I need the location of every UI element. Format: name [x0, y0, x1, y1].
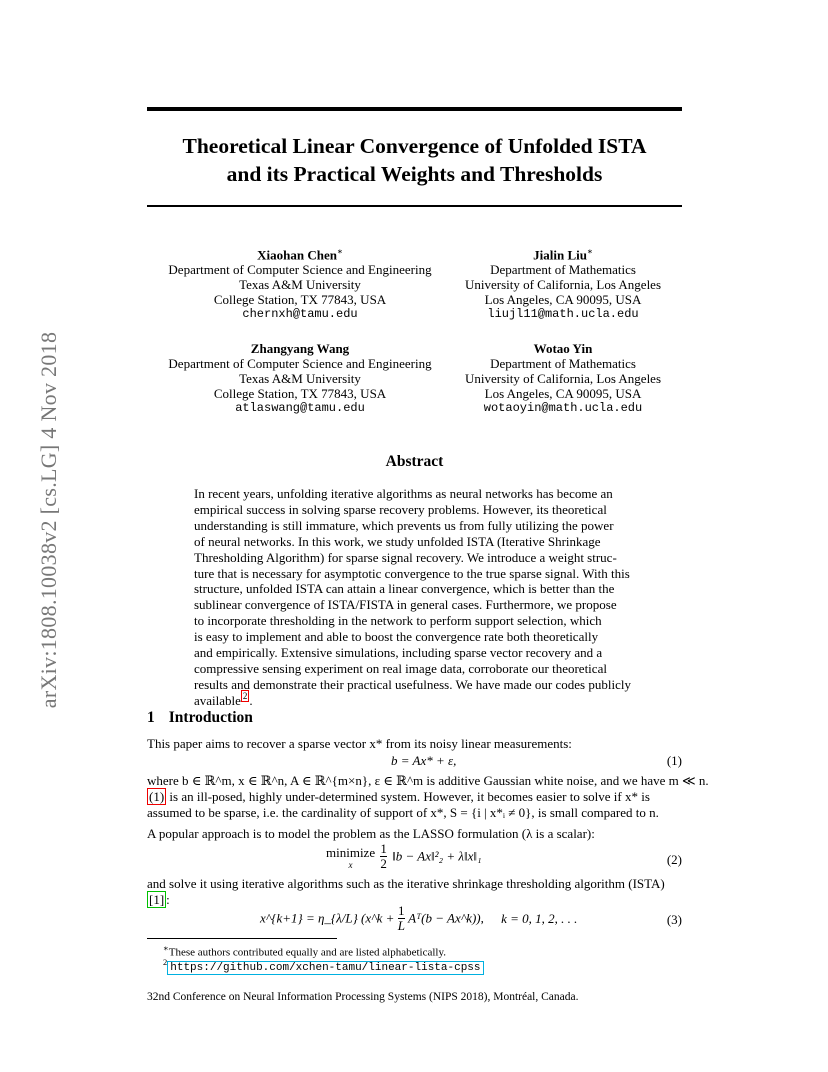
paper-title — [147, 132, 682, 188]
abstract-line: compressive sensing experiment on real image data, corroborate our theoretical — [194, 660, 607, 676]
eq3-part-b: Aᵀ(b − Ax^k)), — [408, 910, 484, 926]
equation-3-number: (3) — [666, 912, 682, 927]
title-bottom-rule — [147, 205, 682, 207]
intro-paragraph-1: This paper aims to recover a sparse vector x* from its noisy linear measurements: — [147, 736, 572, 751]
title-top-rule — [147, 107, 682, 111]
author-dept: Department of Computer Science and Engineering — [168, 356, 432, 371]
author-univ: Texas A&M University — [239, 277, 361, 293]
eq3-lhs: x^{k+1} = η_{λ/L} — [260, 910, 358, 926]
abstract-line: is easy to implement and able to boost the convergence rate both theoretically — [194, 629, 599, 645]
author-email: atlaswang@tamu.edu — [235, 401, 365, 415]
eq2-subscript: x — [348, 859, 353, 870]
intro-paragraph-3: A popular approach is to model the problem as the LASSO formulation (λ is a scalar): — [147, 826, 595, 841]
abstract-line: of neural networks. In this work, we study unfolded ISTA (Iterative Shrinkage — [194, 533, 601, 549]
eq3-frac-num: 1 — [398, 903, 405, 918]
eq2-frac-num: 1 — [380, 841, 387, 856]
equation-3 — [260, 904, 577, 933]
abstract-line: empirical success in solving sparse recovery problems. However, its theoretical — [194, 501, 607, 517]
intro-p2-line-2: is an ill-posed, highly under-determined system. However, it becomes easier to solve if x* is — [166, 788, 650, 804]
author-univ: University of California, Los Angeles — [464, 277, 662, 293]
author-dept: Department of Mathematics — [490, 356, 636, 371]
eq2-frac-den: 2 — [380, 856, 387, 871]
section-heading — [147, 709, 253, 727]
abstract-line: structure, unfolded ISTA can attain a linear convergence, which is better than the — [194, 581, 615, 597]
author-city: College Station, TX 77843, USA — [213, 292, 387, 308]
author-email: wotaoyin@math.ucla.edu — [483, 401, 643, 415]
footnote-rule — [147, 938, 337, 939]
author-city: Los Angeles, CA 90095, USA — [484, 292, 642, 308]
equation-ref-link[interactable]: (1) — [149, 788, 165, 804]
author-mark: ∗ — [586, 246, 593, 256]
author-name: Zhangyang Wang — [250, 341, 350, 356]
author-city: College Station, TX 77843, USA — [213, 386, 387, 401]
author-city: Los Angeles, CA 90095, USA — [484, 386, 642, 401]
author-univ: Texas A&M University — [239, 371, 361, 386]
author-email: chernxh@tamu.edu — [242, 307, 358, 322]
footnote-1-text: These authors contributed equally and are listed alphabetically. — [168, 946, 447, 959]
author-univ: University of California, Los Angeles — [464, 371, 662, 386]
footnote-2 — [163, 956, 484, 975]
section-number: 1 — [147, 709, 155, 726]
author-name: Jialin Liu — [533, 247, 587, 263]
author-mark: ∗ — [336, 246, 343, 256]
abstract-line: available — [194, 692, 241, 708]
eq3-frac-den: L — [397, 918, 405, 933]
footnote-2-url-link[interactable]: https://github.com/xchen-tamu/linear-lista-cpss — [167, 961, 483, 975]
intro-p2-line-1: where b ∈ ℝ^m, x ∈ ℝ^n, A ∈ ℝ^{m×n}, ε ∈ ℝ^m is additive Gaussian white noise, and we have m ≪ n. — [147, 773, 709, 788]
author-name: Wotao Yin — [533, 341, 593, 356]
abstract-body: In recent years, unfolding iterative algorithms as neural networks has become an empirical success in solving sparse recovery problems. However, its theoretical understanding is still immature, which prevents us from fully utilizing the power of neural networks. In this work, we study unfolded ISTA (Iterative Shrinkage Thresholding Algorithm) for sparse signal recovery. We introduce a weight struc- ture that is necessary for asymptotic convergence to the true sparse signal. With this structure, unfolded ISTA can attain a linear convergence, which is better than the sublinear convergence of ISTA/FISTA in general cases. Furthermore, we propose to incorporate thresholding in the network to perform support selection, which is easy to implement and able to boost the convergence rate both theoretically and empirically. Extensive simulations, including sparse vector recovery and a compressive sensing experiment on real image data, corroborate our theoretical results and demonstrate their practical usefulness. We have made our codes publicly available $^2$ . — [194, 486, 636, 709]
author-email: liujl11@math.ucla.edu — [487, 307, 639, 322]
eq2-body: ‖b − Ax‖²₂ + λ‖x‖₁ — [392, 848, 482, 864]
title-line-2: and its Practical Weights and Thresholds — [226, 162, 603, 186]
eq3-part-a: (x^k + — [361, 910, 398, 926]
author-dept: Department of Mathematics — [490, 262, 636, 278]
abstract-line: Thresholding Algorithm) for sparse signal recovery. We introduce a weight struc- — [194, 549, 617, 565]
eq2-operator: minimize — [326, 844, 376, 860]
intro-p4-tail: : — [166, 891, 170, 907]
author-block-4 — [403, 341, 723, 416]
abstract-line: to incorporate thresholding in the network to perform support selection, which — [194, 613, 602, 629]
intro-p2-line-3: assumed to be sparse, i.e. the cardinality of support of x*, S = {i | x*ᵢ ≠ 0}, is small compared to n. — [147, 804, 659, 820]
citation-link[interactable]: [1] — [149, 891, 165, 907]
arxiv-id: arXiv:1808.10038v2 [cs.LG] 4 Nov 2018 — [36, 331, 61, 709]
footnote-link[interactable]: 2 — [242, 691, 248, 702]
intro-paragraph-2 — [147, 773, 709, 821]
abstract-line: and empirically. Extensive simulations, including sparse vector recovery and a — [194, 645, 603, 661]
author-name: Xiaohan Chen — [257, 247, 337, 263]
footnote-1-mark: ∗ — [163, 943, 169, 953]
conference-note: 32nd Conference on Neural Information Processing Systems (NIPS 2018), Montréal, Canada. — [147, 991, 579, 1003]
intro-p4-line-1: and solve it using iterative algorithms such as the iterative shrinkage thresholding algorithm (ISTA) — [147, 876, 665, 891]
equation-2 — [326, 842, 482, 871]
arxiv-sidebar-stamp — [36, 290, 61, 750]
equation-1: b = Ax* + ε, — [391, 753, 457, 768]
abstract-line: sublinear convergence of ISTA/FISTA in general cases. Furthermore, we propose — [194, 597, 617, 613]
abstract-line: In recent years, unfolding iterative algorithms as neural networks has become an — [194, 486, 613, 501]
eq3-range: k = 0, 1, 2, . . . — [501, 910, 578, 926]
author-block-2 — [403, 244, 723, 322]
title-line-1: Theoretical Linear Convergence of Unfolded ISTA — [182, 134, 647, 158]
equation-1-number: (1) — [666, 753, 682, 768]
equation-2-number: (2) — [666, 852, 682, 867]
abstract-line: ture that is necessary for asymptotic convergence to the true sparse signal. With this — [194, 565, 630, 581]
abstract-line: results and demonstrate their practical usefulness. We have made our codes publicly — [194, 676, 631, 692]
footnote-2-mark: 2 — [163, 957, 168, 967]
abstract-line: understanding is still immature, which prevents us from fully utilizing the power — [194, 517, 614, 533]
author-dept: Department of Computer Science and Engineering — [168, 262, 432, 278]
abstract-heading: Abstract — [385, 453, 444, 470]
section-title: Introduction — [168, 709, 253, 726]
